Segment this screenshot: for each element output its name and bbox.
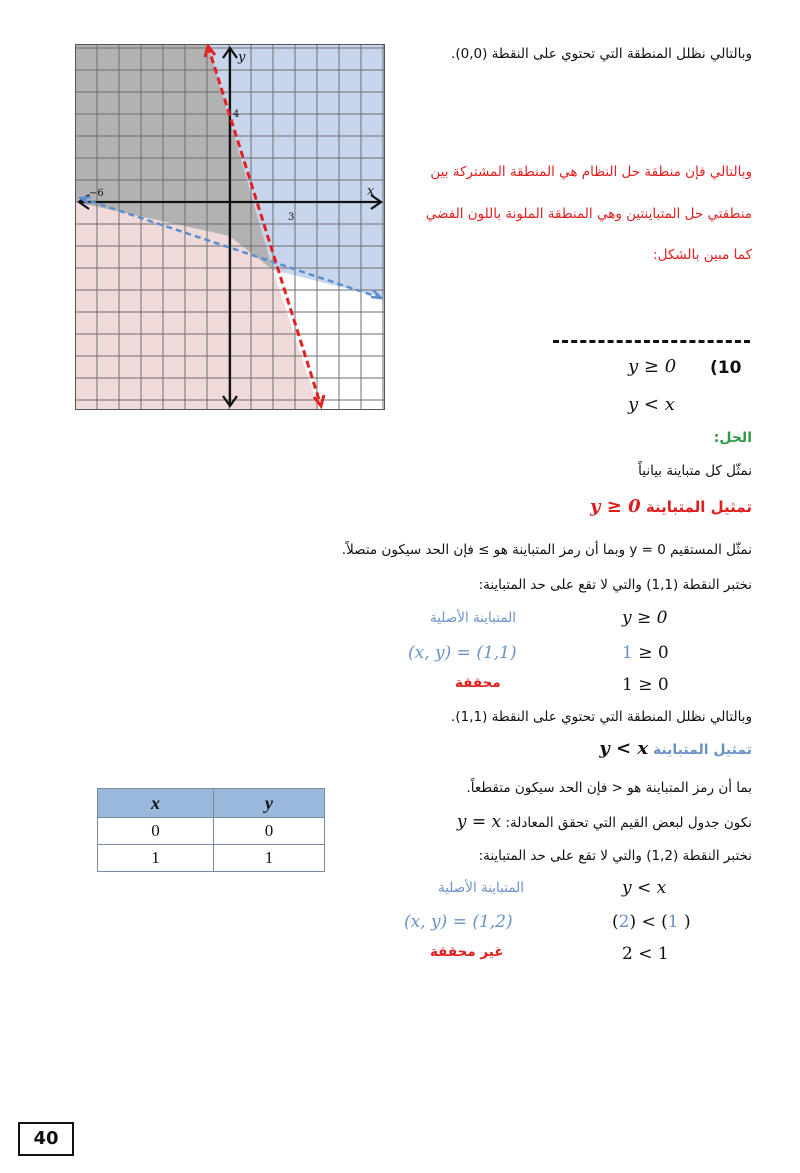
substitution-2: (x, y) = (1,2) [404, 912, 513, 932]
table-row [98, 818, 325, 845]
evaluation-2: (2) < (1 ) [612, 912, 691, 932]
substituted-y-2: 2 [618, 912, 630, 932]
heading-2-math: y < x [599, 738, 649, 759]
axis-label-x: x [367, 184, 375, 199]
satisfied-label: محققة [455, 675, 501, 691]
result-2: 2 < 1 [622, 944, 669, 964]
section-divider [553, 340, 750, 343]
not-satisfied-label: غير محققة [430, 944, 504, 960]
heading-1-text: تمثيل المتباينة [645, 498, 752, 516]
tick-label-4: 4 [233, 109, 240, 120]
table-intro-line [457, 812, 752, 832]
inequality-graph [75, 44, 385, 410]
table-cell: 0 [213, 818, 324, 845]
solution-region-line-1: وبالتالي فإن منطقة حل النظام هي المنطقة المشتركة بين [430, 164, 752, 180]
original-inequality-1: y ≥ 0 [622, 608, 668, 628]
substituted-value-1: 1 [622, 643, 633, 663]
table-cell: 0 [98, 818, 214, 845]
axis-label-y: y [238, 50, 246, 65]
original-inequality-label-1: المتباينة الأصلية [430, 610, 516, 626]
heading-2-text: تمثيل المتباينة [652, 742, 752, 758]
test-point-line-1: نختبر النقطة (1,1) والتي لا تقع على حد المتباينة: [478, 577, 752, 593]
table-intro-equation: y = x [456, 812, 502, 832]
solution-region-line-3: كما مبين بالشكل: [653, 247, 752, 263]
conclusion-line: وبالتالي نظلل المنطقة التي تحتوي على النقطة (0,0). [451, 46, 752, 62]
table-intro-text: نكون جدول لبعض القيم التي تحقق المعادلة: [505, 815, 752, 831]
question-inequality-2: y < x [628, 394, 675, 415]
table-cell: 1 [213, 845, 324, 872]
evaluation-1-rest: ≥ 0 [632, 643, 669, 663]
values-table [97, 788, 325, 872]
solution-region-line-2: منطقتي حل المتباينتين وهي المنطقة الملونة باللون الفضي [425, 206, 752, 222]
original-inequality-label-2: المتباينة الأصلية [438, 880, 524, 896]
question-inequality-1: y ≥ 0 [628, 356, 677, 377]
heading-inequality-2 [599, 738, 752, 759]
table-header-y: y [213, 789, 324, 818]
question-number: (10 [710, 358, 742, 378]
dashed-boundary-line: بما أن رمز المتباينة هو < فإن الحد سيكون متقطعاً. [466, 780, 752, 796]
tick-label-3: 3 [288, 212, 295, 223]
tick-label-neg6: −6 [89, 188, 104, 199]
substituted-x-2: 1 [667, 912, 679, 932]
table-header-x: x [98, 789, 214, 818]
original-inequality-2: y < x [622, 878, 667, 898]
heading-inequality-1 [590, 496, 752, 517]
substitution-1: (x, y) = (1,1) [408, 643, 517, 663]
page-number: 40 [18, 1122, 74, 1156]
result-1: 1 ≥ 0 [622, 675, 669, 695]
solution-label: الحل: [713, 430, 752, 446]
heading-1-math: y ≥ 0 [590, 496, 641, 517]
solid-boundary-line: نمثّل المستقيم y = 0 وبما أن رمز المتباينة هو ≥ فإن الحد سيكون متصلاً. [341, 542, 752, 558]
table-cell: 1 [98, 845, 214, 872]
evaluation-1 [622, 643, 669, 663]
table-row [98, 845, 325, 872]
shade-point-line: وبالتالي نظلل المنطقة التي تحتوي على النقطة (1,1). [451, 709, 752, 725]
graph-each-line: نمثّل كل متباينة بيانياً [638, 463, 752, 479]
test-point-line-2: نختبر النقطة (1,2) والتي لا تقع على حد المتباينة: [478, 848, 752, 864]
